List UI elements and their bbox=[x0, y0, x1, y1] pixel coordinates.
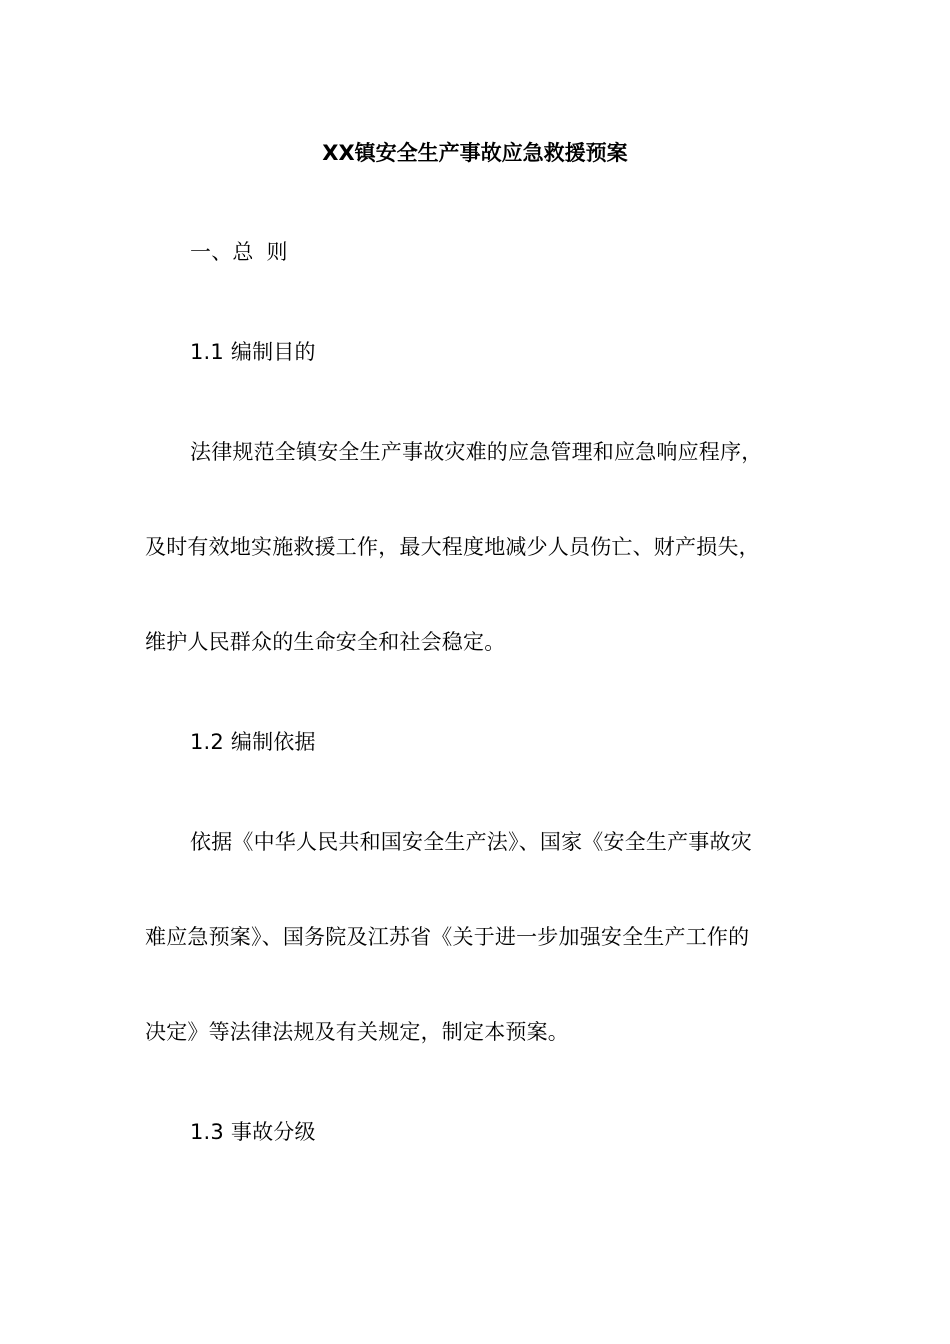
section-heading-general: 一、总 则 bbox=[190, 240, 288, 264]
paragraph-basis-line-1: 依据《中华人民共和国安全生产法》、国家《安全生产事故灾 bbox=[190, 830, 752, 854]
paragraph-basis-line-3: 决定》等法律法规及有关规定，制定本预案。 bbox=[145, 1020, 569, 1044]
document-title: XX镇安全生产事故应急救援预案 bbox=[322, 141, 628, 165]
paragraph-basis-line-2: 难应急预案》、国务院及江苏省《关于进一步加强安全生产工作的 bbox=[145, 925, 750, 949]
paragraph-purpose-line-1: 法律规范全镇安全生产事故灾难的应急管理和应急响应程序， bbox=[190, 440, 763, 464]
section-heading-basis: 1.2 编制依据 bbox=[190, 730, 316, 754]
paragraph-purpose-line-2: 及时有效地实施救援工作，最大程度地减少人员伤亡、财产损失， bbox=[145, 535, 760, 559]
section-heading-classification: 1.3 事故分级 bbox=[190, 1120, 316, 1144]
section-heading-purpose: 1.1 编制目的 bbox=[190, 340, 316, 364]
paragraph-purpose-line-3: 维护人民群众的生命安全和社会稳定。 bbox=[145, 630, 506, 654]
